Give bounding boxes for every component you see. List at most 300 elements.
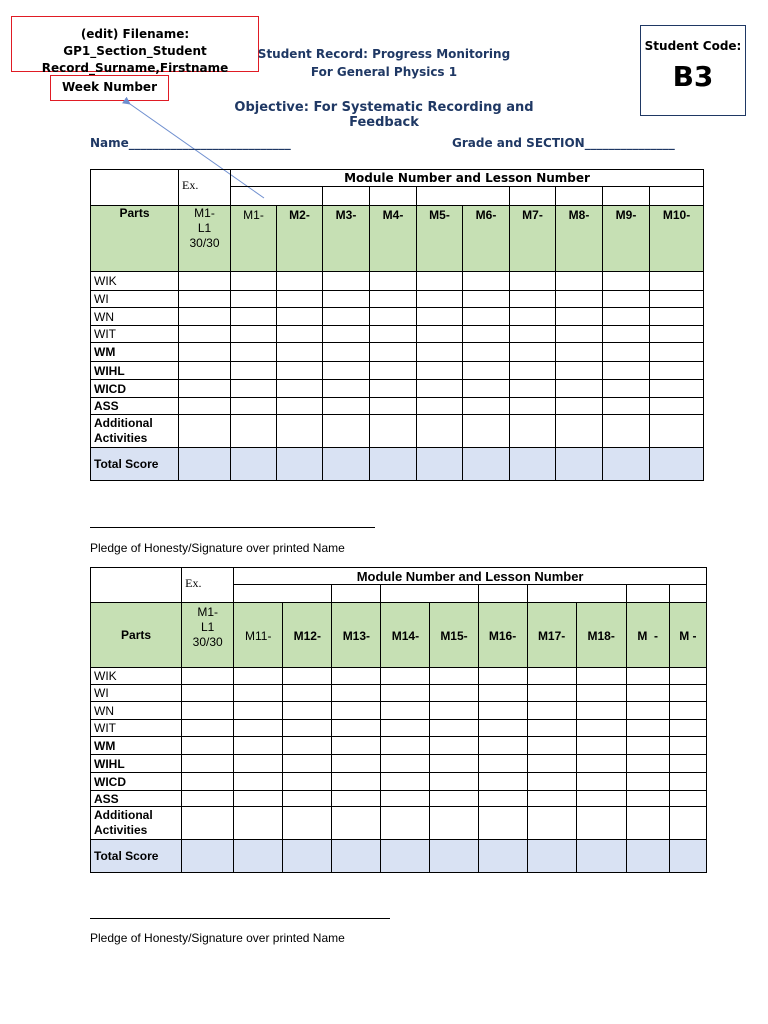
score-cell[interactable]: [556, 380, 603, 398]
week-cell[interactable]: [527, 585, 626, 603]
score-cell[interactable]: [626, 685, 669, 702]
score-cell[interactable]: [182, 755, 234, 773]
table-row: [91, 343, 704, 362]
score-cell[interactable]: [323, 272, 370, 291]
row-label: WIK: [91, 272, 179, 291]
table-row: [91, 380, 704, 398]
table-row: [91, 720, 707, 737]
score-cell[interactable]: [463, 272, 510, 291]
week-cell[interactable]: [669, 585, 706, 603]
score-cell[interactable]: [463, 343, 510, 362]
score-cell[interactable]: [332, 668, 381, 685]
module-col-9: M9-: [603, 206, 650, 272]
week-cell[interactable]: [417, 187, 510, 206]
score-cell[interactable]: [527, 737, 576, 755]
score-cell[interactable]: [626, 702, 669, 720]
score-cell[interactable]: [527, 840, 576, 873]
score-cell[interactable]: [650, 398, 704, 415]
score-cell[interactable]: [277, 448, 323, 481]
score-cell[interactable]: [650, 272, 704, 291]
parts-header: Parts: [91, 603, 182, 668]
score-cell[interactable]: [332, 773, 381, 791]
score-cell[interactable]: [283, 668, 332, 685]
score-cell[interactable]: [381, 720, 430, 737]
score-cell[interactable]: [234, 773, 283, 791]
score-cell[interactable]: [510, 343, 556, 362]
score-cell[interactable]: [381, 737, 430, 755]
score-cell[interactable]: [556, 272, 603, 291]
score-cell[interactable]: [510, 415, 556, 448]
score-cell[interactable]: [510, 326, 556, 343]
score-cell[interactable]: [650, 343, 704, 362]
score-cell[interactable]: [323, 362, 370, 380]
score-cell[interactable]: [332, 791, 381, 807]
module-col-18: M18-: [576, 603, 626, 668]
score-cell[interactable]: [277, 362, 323, 380]
score-cell[interactable]: [556, 415, 603, 448]
module-col-14: M14-: [381, 603, 430, 668]
score-cell[interactable]: [323, 415, 370, 448]
week-cell[interactable]: [323, 187, 370, 206]
score-cell[interactable]: [283, 685, 332, 702]
module-col-15: M15-: [430, 603, 478, 668]
score-cell[interactable]: [332, 840, 381, 873]
row-label: WN: [91, 702, 182, 720]
module-col-19: M -: [626, 603, 669, 668]
score-cell[interactable]: [332, 755, 381, 773]
score-cell[interactable]: [277, 415, 323, 448]
score-cell[interactable]: [179, 415, 231, 448]
score-cell[interactable]: [179, 326, 231, 343]
row-label: WICD: [91, 380, 179, 398]
score-cell[interactable]: [332, 702, 381, 720]
score-cell[interactable]: [231, 362, 277, 380]
module-col-3: M3-: [323, 206, 370, 272]
score-cell[interactable]: [283, 755, 332, 773]
score-cell[interactable]: [277, 291, 323, 308]
score-cell[interactable]: [430, 773, 478, 791]
score-cell[interactable]: [381, 685, 430, 702]
score-cell[interactable]: [478, 720, 527, 737]
module-col-8: M8-: [556, 206, 603, 272]
score-cell[interactable]: [381, 755, 430, 773]
pledge-text-2: Pledge of Honesty/Signature over printed Name: [90, 931, 345, 945]
score-cell[interactable]: [650, 362, 704, 380]
score-cell[interactable]: [417, 272, 463, 291]
example-line1: M1-: [197, 605, 218, 619]
table-row: [91, 308, 704, 326]
score-cell[interactable]: [430, 840, 478, 873]
score-cell[interactable]: [179, 272, 231, 291]
score-cell[interactable]: [626, 668, 669, 685]
score-cell[interactable]: [234, 685, 283, 702]
score-cell[interactable]: [381, 668, 430, 685]
score-cell[interactable]: [323, 398, 370, 415]
score-cell[interactable]: [283, 720, 332, 737]
week-cell[interactable]: [603, 187, 650, 206]
score-cell[interactable]: [182, 737, 234, 755]
score-cell[interactable]: [370, 398, 417, 415]
score-cell[interactable]: [603, 362, 650, 380]
score-cell[interactable]: [603, 291, 650, 308]
score-cell[interactable]: [510, 291, 556, 308]
score-cell[interactable]: [463, 308, 510, 326]
pledge-text-1: Pledge of Honesty/Signature over printed Name: [90, 541, 345, 555]
score-cell[interactable]: [179, 343, 231, 362]
score-cell[interactable]: [527, 807, 576, 840]
score-cell[interactable]: [231, 326, 277, 343]
score-cell[interactable]: [381, 773, 430, 791]
score-cell[interactable]: [234, 807, 283, 840]
score-cell[interactable]: [430, 702, 478, 720]
module-col-11: M11-: [234, 603, 283, 668]
table-row: [91, 398, 704, 415]
score-cell[interactable]: [182, 685, 234, 702]
score-cell[interactable]: [234, 840, 283, 873]
module-col-1: M1-: [231, 206, 277, 272]
score-cell[interactable]: [381, 791, 430, 807]
score-cell[interactable]: [182, 791, 234, 807]
score-cell[interactable]: [650, 326, 704, 343]
score-cell[interactable]: [283, 791, 332, 807]
score-cell[interactable]: [527, 791, 576, 807]
score-cell[interactable]: [370, 362, 417, 380]
score-cell[interactable]: [179, 398, 231, 415]
score-cell[interactable]: [576, 807, 626, 840]
score-cell[interactable]: [283, 807, 332, 840]
score-cell[interactable]: [510, 448, 556, 481]
score-cell[interactable]: [556, 448, 603, 481]
score-cell[interactable]: [231, 448, 277, 481]
score-cell[interactable]: [417, 362, 463, 380]
score-cell[interactable]: [182, 702, 234, 720]
example-line2: L1: [200, 620, 215, 634]
score-cell[interactable]: [463, 362, 510, 380]
score-cell[interactable]: [556, 362, 603, 380]
score-cell[interactable]: [478, 755, 527, 773]
score-cell[interactable]: [478, 791, 527, 807]
score-cell[interactable]: [277, 398, 323, 415]
score-cell[interactable]: [603, 308, 650, 326]
row-label: WI: [91, 291, 179, 308]
table-row: [91, 326, 704, 343]
module-col-12: M12-: [283, 603, 332, 668]
score-cell[interactable]: [527, 685, 576, 702]
score-cell[interactable]: [527, 755, 576, 773]
score-cell[interactable]: [510, 362, 556, 380]
score-cell[interactable]: [234, 737, 283, 755]
score-cell[interactable]: [463, 326, 510, 343]
score-cell[interactable]: [576, 773, 626, 791]
score-cell[interactable]: [576, 737, 626, 755]
score-cell[interactable]: [556, 308, 603, 326]
score-cell[interactable]: [370, 272, 417, 291]
signature-line-1: [90, 527, 375, 528]
score-cell[interactable]: [463, 380, 510, 398]
score-cell[interactable]: [650, 291, 704, 308]
row-label: WICD: [91, 773, 182, 791]
table-row: [91, 807, 707, 840]
score-cell[interactable]: [277, 308, 323, 326]
score-cell[interactable]: [510, 308, 556, 326]
score-cell[interactable]: [430, 807, 478, 840]
score-cell[interactable]: [231, 272, 277, 291]
score-cell[interactable]: [417, 343, 463, 362]
score-cell[interactable]: [626, 773, 669, 791]
score-cell[interactable]: [370, 308, 417, 326]
row-label: ASS: [91, 791, 182, 807]
score-cell[interactable]: [603, 343, 650, 362]
week-cell[interactable]: [650, 187, 704, 206]
score-cell[interactable]: [381, 840, 430, 873]
score-cell[interactable]: [556, 398, 603, 415]
module-col-4: M4-: [370, 206, 417, 272]
score-cell[interactable]: [669, 737, 706, 755]
row-label: Additional Activities: [91, 415, 179, 448]
score-cell[interactable]: [669, 840, 706, 873]
score-cell[interactable]: [283, 840, 332, 873]
score-cell[interactable]: [332, 737, 381, 755]
example-line2: L1: [197, 221, 212, 235]
score-cell[interactable]: [332, 807, 381, 840]
score-cell[interactable]: [478, 773, 527, 791]
score-cell[interactable]: [323, 308, 370, 326]
week-cell[interactable]: [626, 585, 669, 603]
table-row: [91, 448, 704, 481]
score-cell[interactable]: [626, 791, 669, 807]
week-cell[interactable]: [234, 585, 332, 603]
module-col-20: M -: [669, 603, 706, 668]
grade-section-field[interactable]: Grade and SECTION_______________: [452, 136, 675, 150]
score-cell[interactable]: [417, 448, 463, 481]
table-row: [91, 668, 707, 685]
example-line3: 30/30: [189, 236, 220, 250]
filename-note-line1: (edit) Filename: GP1_Section_Student: [63, 27, 207, 58]
score-cell[interactable]: [626, 840, 669, 873]
objective: Objective: For Systematic Recording and Feedback: [234, 100, 534, 130]
score-cell[interactable]: [430, 737, 478, 755]
score-cell[interactable]: [323, 291, 370, 308]
score-cell[interactable]: [478, 668, 527, 685]
score-cell[interactable]: [234, 755, 283, 773]
score-cell[interactable]: [231, 308, 277, 326]
score-cell[interactable]: [478, 685, 527, 702]
week-cell[interactable]: [381, 585, 478, 603]
score-cell[interactable]: [603, 415, 650, 448]
score-cell[interactable]: [576, 685, 626, 702]
table-row: [91, 291, 704, 308]
score-cell[interactable]: [510, 380, 556, 398]
score-cell[interactable]: [332, 685, 381, 702]
score-cell[interactable]: [650, 415, 704, 448]
score-cell[interactable]: [370, 326, 417, 343]
name-field[interactable]: Name___________________________: [90, 136, 291, 150]
ex-label: Ex.: [182, 568, 234, 603]
score-cell[interactable]: [417, 308, 463, 326]
score-cell[interactable]: [283, 702, 332, 720]
score-cell[interactable]: [556, 291, 603, 308]
score-cell[interactable]: [370, 415, 417, 448]
score-cell[interactable]: [463, 291, 510, 308]
score-cell[interactable]: [430, 720, 478, 737]
score-cell[interactable]: [603, 448, 650, 481]
score-cell[interactable]: [283, 737, 332, 755]
score-cell[interactable]: [323, 326, 370, 343]
score-cell[interactable]: [182, 773, 234, 791]
score-cell[interactable]: [626, 737, 669, 755]
score-cell[interactable]: [323, 343, 370, 362]
score-cell[interactable]: [430, 668, 478, 685]
score-cell[interactable]: [277, 343, 323, 362]
score-cell[interactable]: [417, 380, 463, 398]
row-label: WI: [91, 685, 182, 702]
score-cell[interactable]: [626, 807, 669, 840]
score-cell[interactable]: [179, 380, 231, 398]
score-cell[interactable]: [669, 720, 706, 737]
score-cell[interactable]: [576, 668, 626, 685]
score-cell[interactable]: [234, 791, 283, 807]
score-cell[interactable]: [527, 720, 576, 737]
score-cell[interactable]: [603, 272, 650, 291]
score-cell[interactable]: [430, 685, 478, 702]
score-cell[interactable]: [323, 448, 370, 481]
score-cell[interactable]: [669, 773, 706, 791]
score-cell[interactable]: [430, 791, 478, 807]
module-col-17: M17-: [527, 603, 576, 668]
module-col-10: M10-: [650, 206, 704, 272]
week-cell[interactable]: [332, 585, 381, 603]
score-cell[interactable]: [277, 326, 323, 343]
score-cell[interactable]: [510, 272, 556, 291]
module-col-13: M13-: [332, 603, 381, 668]
table-row: [91, 791, 707, 807]
score-cell[interactable]: [179, 448, 231, 481]
score-cell[interactable]: [370, 291, 417, 308]
score-cell[interactable]: [381, 807, 430, 840]
filename-note-line2: Record_Surname,Firstname: [41, 61, 229, 75]
score-cell[interactable]: [417, 291, 463, 308]
score-cell[interactable]: [182, 668, 234, 685]
score-cell[interactable]: [182, 840, 234, 873]
row-label: WM: [91, 343, 179, 362]
score-cell[interactable]: [332, 720, 381, 737]
score-cell[interactable]: [510, 398, 556, 415]
score-cell[interactable]: [669, 791, 706, 807]
table-row: [91, 685, 707, 702]
score-cell[interactable]: [231, 415, 277, 448]
score-cell[interactable]: [478, 840, 527, 873]
score-cell[interactable]: [603, 380, 650, 398]
ex-label: Ex.: [179, 170, 231, 206]
score-cell[interactable]: [576, 840, 626, 873]
score-cell[interactable]: [234, 720, 283, 737]
score-cell[interactable]: [182, 720, 234, 737]
week-cell[interactable]: [510, 187, 556, 206]
score-cell[interactable]: [603, 326, 650, 343]
score-cell[interactable]: [417, 415, 463, 448]
score-cell[interactable]: [650, 448, 704, 481]
score-cell[interactable]: [463, 448, 510, 481]
score-cell[interactable]: [182, 807, 234, 840]
score-cell[interactable]: [556, 343, 603, 362]
score-cell[interactable]: [283, 773, 332, 791]
example-line3: 30/30: [192, 635, 223, 649]
score-cell[interactable]: [179, 362, 231, 380]
score-cell[interactable]: [576, 720, 626, 737]
week-cell[interactable]: [370, 187, 417, 206]
score-cell[interactable]: [231, 398, 277, 415]
score-cell[interactable]: [463, 415, 510, 448]
empty-corner: [91, 170, 179, 206]
score-cell[interactable]: [650, 308, 704, 326]
score-cell[interactable]: [179, 291, 231, 308]
score-cell[interactable]: [277, 272, 323, 291]
row-label: WIT: [91, 720, 182, 737]
score-cell[interactable]: [323, 380, 370, 398]
score-cell[interactable]: [478, 737, 527, 755]
score-cell[interactable]: [603, 398, 650, 415]
score-cell[interactable]: [669, 702, 706, 720]
student-code-box: [640, 25, 746, 116]
table-row: [91, 840, 707, 873]
score-cell[interactable]: [626, 755, 669, 773]
score-cell[interactable]: [478, 702, 527, 720]
example-column: [179, 206, 231, 272]
score-cell[interactable]: [478, 807, 527, 840]
score-cell[interactable]: [234, 702, 283, 720]
score-cell[interactable]: [370, 380, 417, 398]
score-cell[interactable]: [370, 343, 417, 362]
student-code-value: B3: [672, 60, 714, 93]
score-cell[interactable]: [370, 448, 417, 481]
score-cell[interactable]: [556, 326, 603, 343]
score-cell[interactable]: [179, 308, 231, 326]
week-cell[interactable]: [478, 585, 527, 603]
score-cell[interactable]: [576, 791, 626, 807]
score-cell[interactable]: [417, 326, 463, 343]
score-cell[interactable]: [576, 702, 626, 720]
row-label: WIHL: [91, 362, 179, 380]
week-cell[interactable]: [231, 187, 323, 206]
score-cell[interactable]: [669, 685, 706, 702]
score-cell[interactable]: [430, 755, 478, 773]
score-cell[interactable]: [381, 702, 430, 720]
score-cell[interactable]: [277, 380, 323, 398]
module-header: Module Number and Lesson Number: [231, 170, 704, 187]
score-cell[interactable]: [417, 398, 463, 415]
score-cell[interactable]: [234, 668, 283, 685]
score-cell[interactable]: [527, 702, 576, 720]
score-cell[interactable]: [463, 398, 510, 415]
score-cell[interactable]: [527, 773, 576, 791]
score-cell[interactable]: [626, 720, 669, 737]
score-cell[interactable]: [669, 668, 706, 685]
week-cell[interactable]: [556, 187, 603, 206]
score-cell[interactable]: [576, 755, 626, 773]
example-line1: M1-: [194, 206, 215, 220]
module-col-2: M2-: [277, 206, 323, 272]
score-cell[interactable]: [669, 807, 706, 840]
score-cell[interactable]: [231, 343, 277, 362]
module-col-6: M6-: [463, 206, 510, 272]
empty-corner: [91, 568, 182, 603]
score-cell[interactable]: [231, 291, 277, 308]
score-cell[interactable]: [527, 668, 576, 685]
score-cell[interactable]: [669, 755, 706, 773]
score-cell[interactable]: [231, 380, 277, 398]
score-cell[interactable]: [650, 380, 704, 398]
week-number-label: Week Number: [50, 75, 169, 101]
